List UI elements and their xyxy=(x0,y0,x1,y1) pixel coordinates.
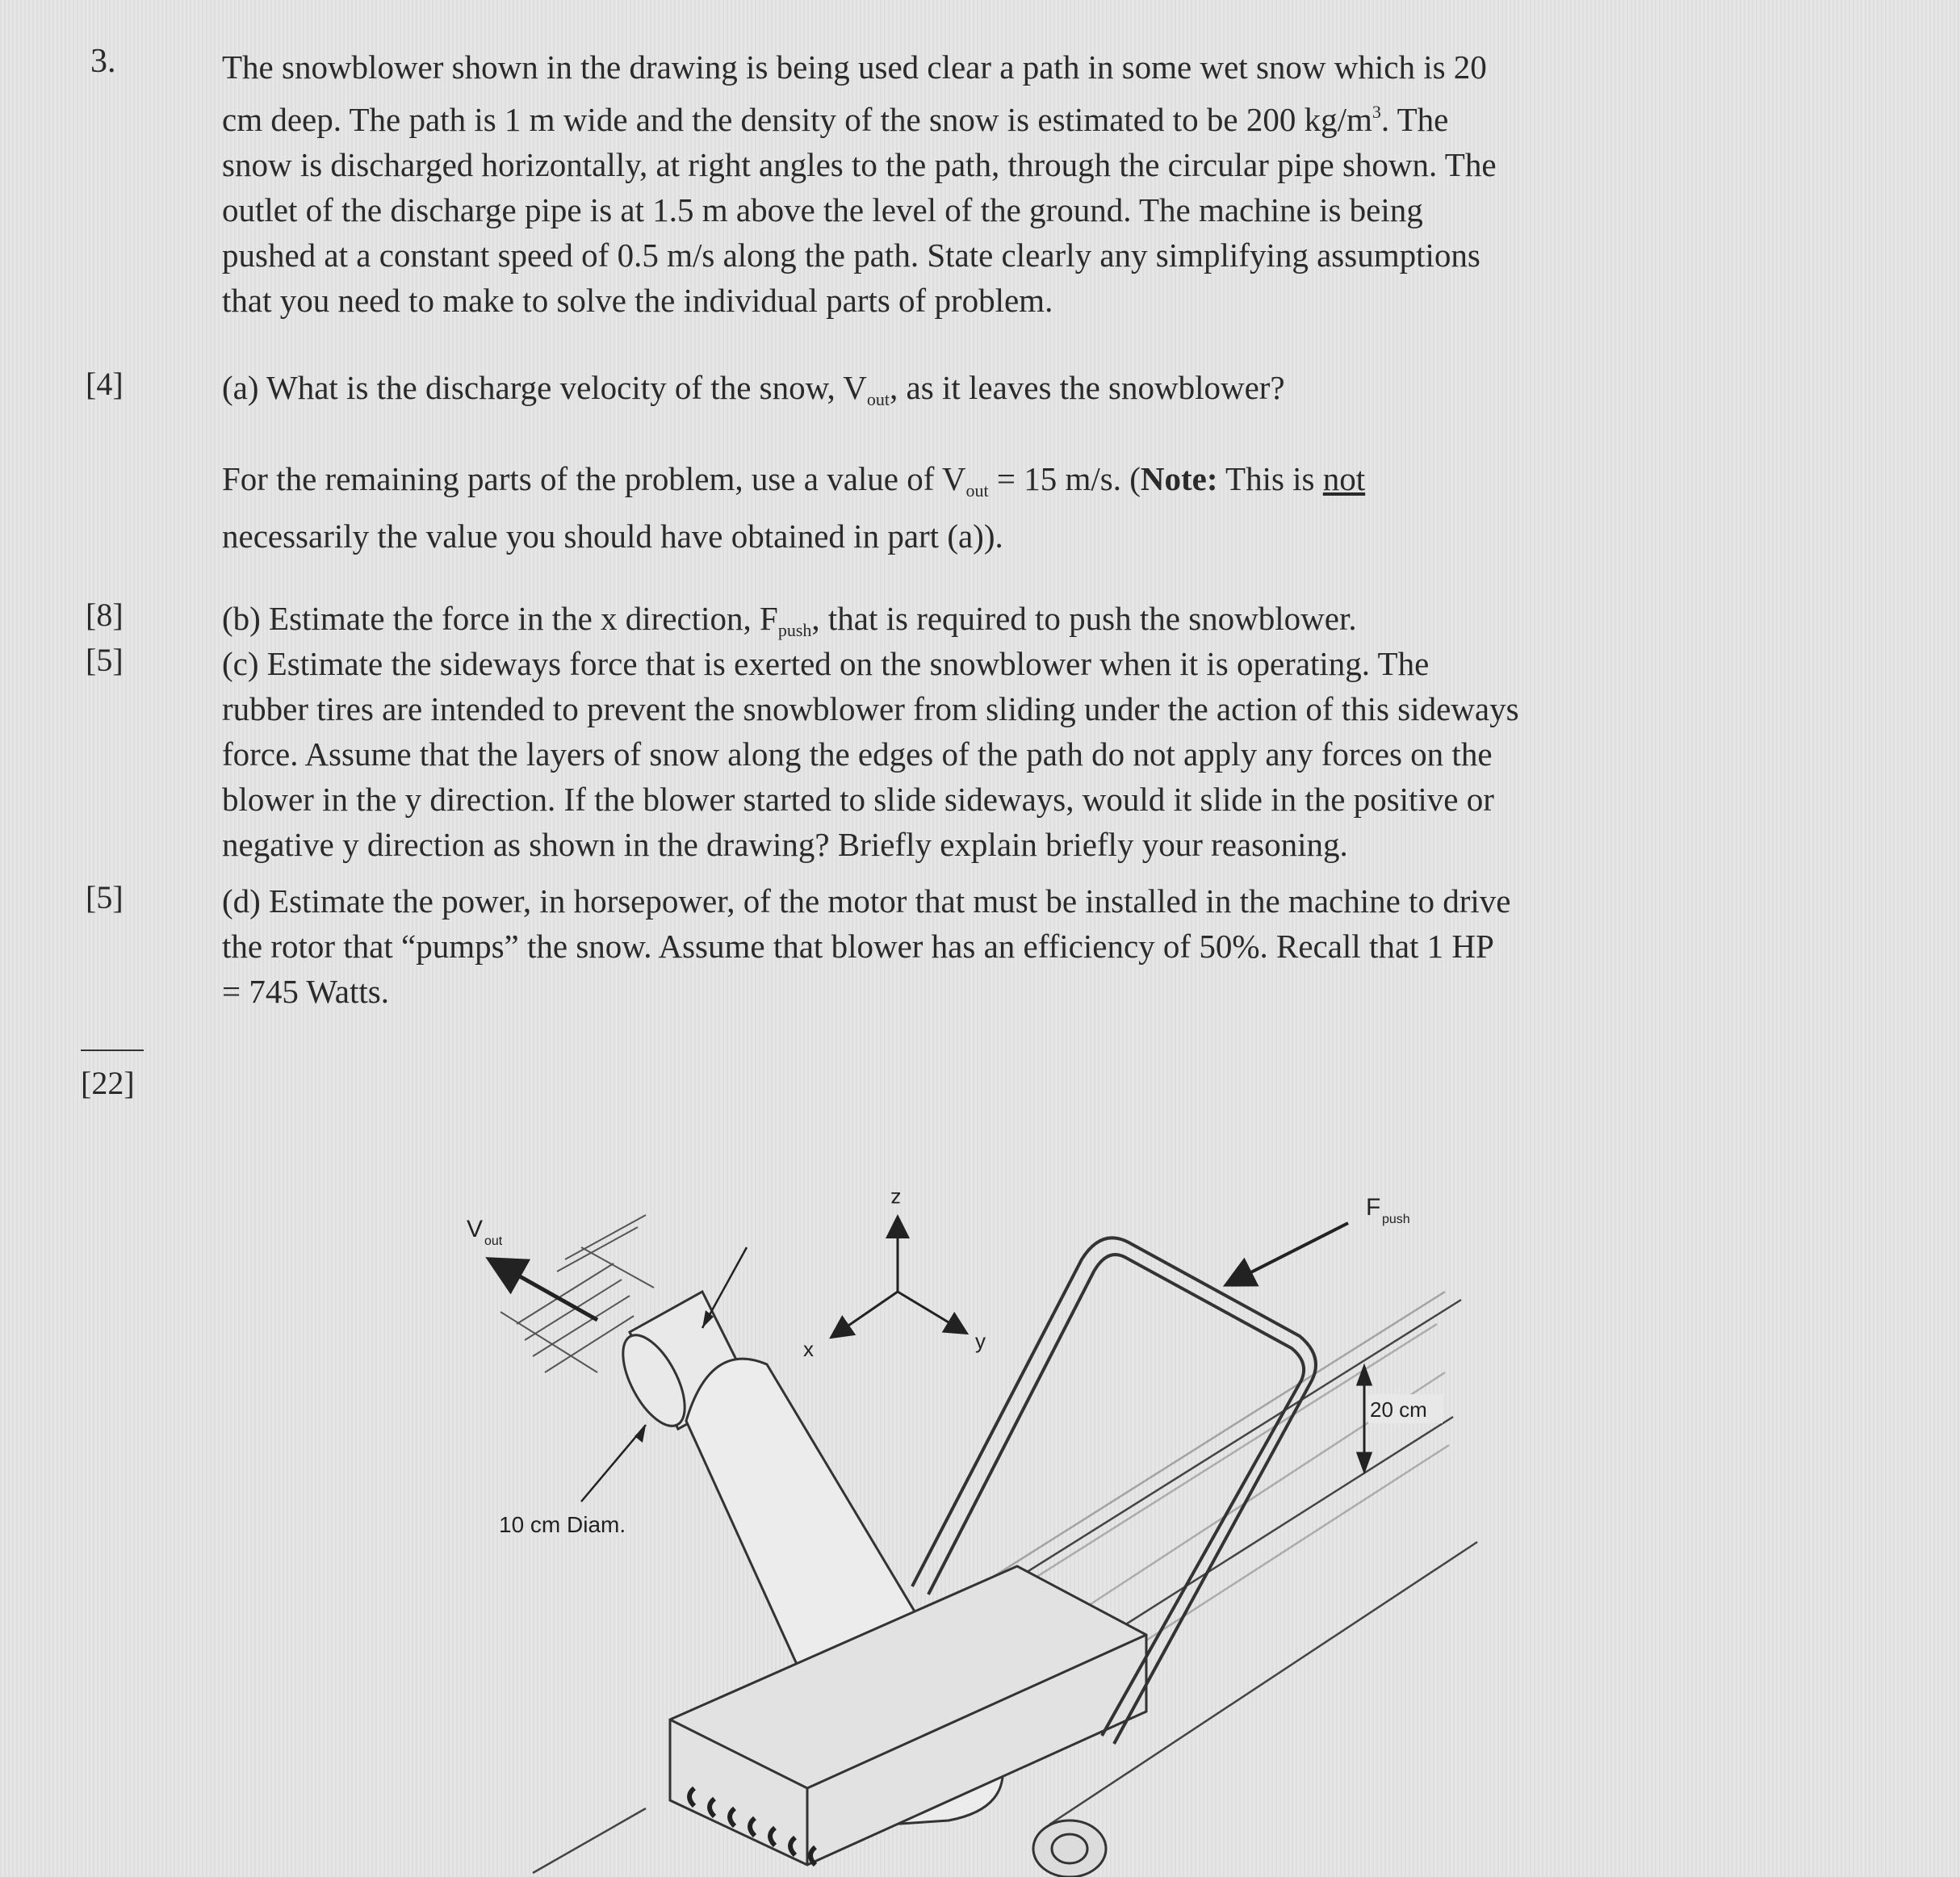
part-d-mark: [5] xyxy=(86,879,124,915)
y-axis-label: y xyxy=(975,1329,986,1353)
diameter-label: 10 cm Diam. xyxy=(499,1512,626,1537)
wheel xyxy=(1033,1820,1106,1877)
coordinate-axes xyxy=(833,1219,965,1336)
intro-line-1: The snowblower shown in the drawing is being used clear a path in some wet snow which is 20 xyxy=(222,48,1487,86)
fpush-arrow xyxy=(1229,1223,1348,1284)
intro-line-3: snow is discharged horizontally, at right angles to the path, through the circular pipe shown. The xyxy=(222,146,1497,183)
part-b-question: (b) Estimate the force in the x direction, $F_{push}$, that is required to push the snowblower. xyxy=(222,600,1357,640)
intro-line-5: pushed at a constant speed of 0.5 m/s along the path. State clearly any simplifying assumptions xyxy=(222,237,1480,274)
fpush-label: F xyxy=(1366,1194,1381,1221)
x-axis-label: x xyxy=(803,1337,814,1361)
part-a-mark: [4] xyxy=(86,366,124,402)
pointer-arrowhead-2 xyxy=(634,1425,646,1443)
total-mark: [22] xyxy=(81,1065,135,1101)
depth-label: 20 cm xyxy=(1370,1397,1427,1422)
part-c-mark: [5] xyxy=(86,642,124,678)
intro-line-4: outlet of the discharge pipe is at 1.5 m above the level of the ground. The machine is being xyxy=(222,191,1423,228)
part-d-question: (d) Estimate the power, in horsepower, of the motor that must be installed in the machine to drive the rotor that “pumps” the snow. Assume that blower has an efficiency of 50%. Recall that 1 HP = 745 Watts. xyxy=(222,882,1511,1010)
fpush-sub: push xyxy=(1382,1213,1410,1226)
vout-label: V xyxy=(467,1216,484,1242)
intro-line-6: that you need to make to solve the individual parts of problem. xyxy=(222,282,1053,319)
part-c-question: (c) Estimate the sideways force that is exerted on the snowblower when it is operating. The rubber tires are intended to prevent the snowblower from sliding under the action of this sideways force. Assume that the layers of snow along the edges of the path do not apply any forces on the blower in the y direction. If the blower started to slide sideways, would it slide in the positive or negative y direction as shown in the drawing? Briefly explain briefly your reasoning. xyxy=(222,645,1519,863)
question-number: 3. xyxy=(90,43,116,80)
intro-line-2: cm deep. The path is 1 m wide and the density of the snow is estimated to be 200 $kg/m^3$. The xyxy=(222,101,1449,138)
note-paragraph: For the remaining parts of the problem, use a value of $V_{out} = 15$ m/s. (Note: This is not necessarily the value you should have obtained in part (a)). xyxy=(222,460,1366,555)
vout-sub: out xyxy=(484,1234,503,1248)
part-b-mark: [8] xyxy=(86,597,124,633)
z-axis-label: z xyxy=(890,1188,901,1212)
part-a-question: (a) What is the discharge velocity of the snow, $V_{out}$, as it leaves the snowblower? xyxy=(222,369,1285,409)
vout-arrow xyxy=(492,1261,597,1320)
